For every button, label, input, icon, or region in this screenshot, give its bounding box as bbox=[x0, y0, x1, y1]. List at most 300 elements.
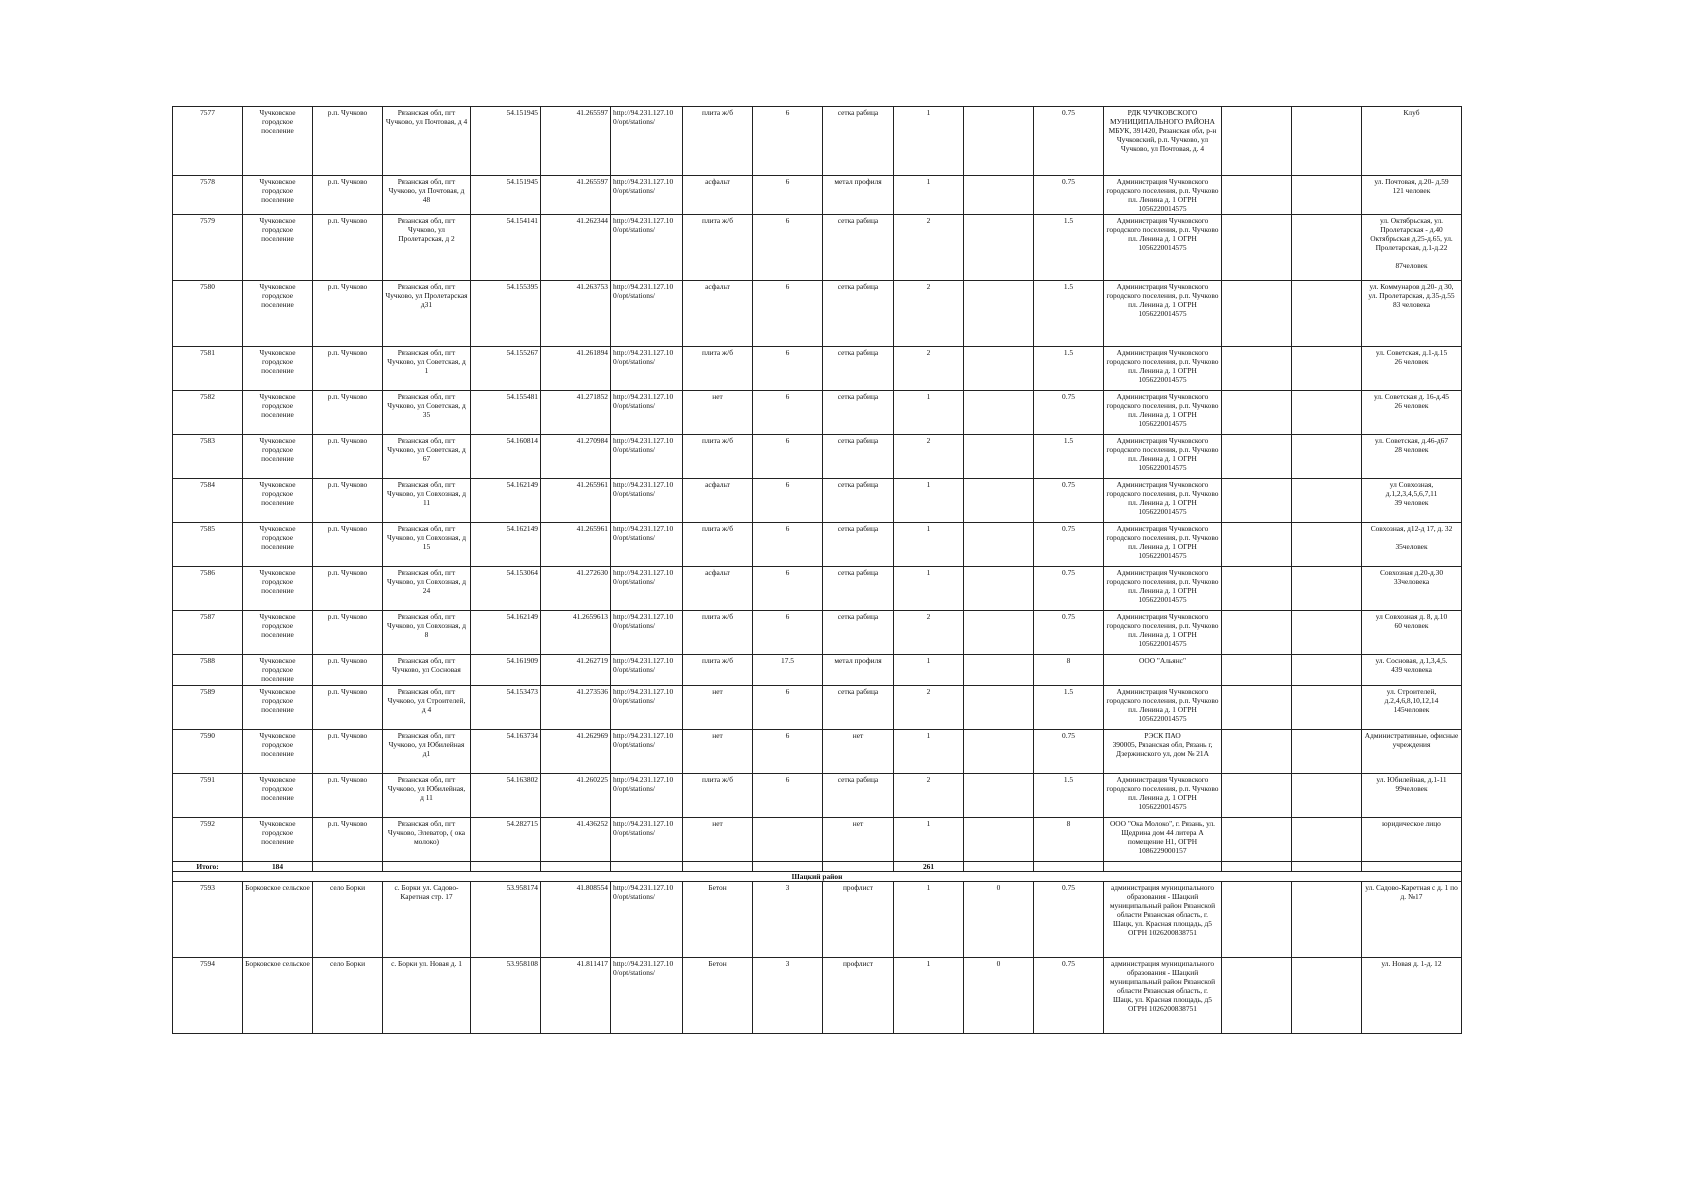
cell-locality: р.п. Чучково bbox=[313, 479, 383, 523]
cell-area: 6 bbox=[753, 774, 823, 818]
cell-fence: сетка рабица bbox=[823, 567, 894, 611]
cell-url: http://94.231.127.10 0/opt/stations/ bbox=[611, 215, 683, 281]
cell-lon: 41.272630 bbox=[541, 567, 611, 611]
table-row bbox=[173, 818, 1462, 862]
cell-id: 7587 bbox=[173, 611, 243, 655]
cell-locality: р.п. Чучково bbox=[313, 523, 383, 567]
cell-volume: 8 bbox=[1034, 818, 1104, 862]
cell-locality: р.п. Чучково bbox=[313, 215, 383, 281]
cell-locality: р.п. Чучково bbox=[313, 176, 383, 215]
registry-table bbox=[172, 106, 1462, 1034]
cell-lat: 54.155267 bbox=[471, 347, 541, 391]
cell-owner: Администрация Чучковского городского поселения, р.п. Чучково пл. Ленина д. 1 ОГРН 1056220014575 bbox=[1104, 523, 1222, 567]
table-row bbox=[173, 774, 1462, 818]
cell-volume: 0.75 bbox=[1034, 107, 1104, 176]
cell-id: 7586 bbox=[173, 567, 243, 611]
table-row bbox=[173, 958, 1462, 1034]
cell-count2 bbox=[964, 567, 1034, 611]
cell-volume: 0.75 bbox=[1034, 958, 1104, 1034]
cell-url: http://94.231.127.10 0/opt/stations/ bbox=[611, 686, 683, 730]
cell-locality: р.п. Чучково bbox=[313, 347, 383, 391]
cell-owner: Администрация Чучковского городского поселения, р.п. Чучково пл. Ленина д. 1 ОГРН 1056220014575 bbox=[1104, 479, 1222, 523]
cell-blank2 bbox=[1292, 882, 1362, 958]
cell-owner: ООО "Альянс" bbox=[1104, 655, 1222, 686]
cell-blank2 bbox=[1292, 818, 1362, 862]
table-row bbox=[173, 281, 1462, 347]
cell-area: 6 bbox=[753, 730, 823, 774]
total-row bbox=[173, 862, 1462, 872]
cell-owner: РДК ЧУЧКОВСКОГО МУНИЦИПАЛЬНОГО РАЙОНА МБУК, 391420, Рязанская обл, р-н Чучковский, р.п. Чучково, ул Чучково, ул Почтовая, д. 4 bbox=[1104, 107, 1222, 176]
cell-address: Рязанская обл, пгт Чучково, ул Совхозная, д 15 bbox=[383, 523, 471, 567]
cell-count: 1 bbox=[894, 107, 964, 176]
cell-sources: юридическое лицо bbox=[1362, 818, 1462, 862]
table-row bbox=[173, 567, 1462, 611]
cell-blank2 bbox=[1292, 281, 1362, 347]
cell-blank1 bbox=[1222, 818, 1292, 862]
cell-blank2 bbox=[1292, 435, 1362, 479]
cell-url: http://94.231.127.10 0/opt/stations/ bbox=[611, 655, 683, 686]
cell-settlement: Чучковское городское поселение bbox=[243, 655, 313, 686]
cell-lon: 41.271852 bbox=[541, 391, 611, 435]
cell-sources: ул. Советская, д.1-д.15 26 человек bbox=[1362, 347, 1462, 391]
cell-sources: ул. Садово-Каретная с д. 1 по д. №17 bbox=[1362, 882, 1462, 958]
cell-count: 1 bbox=[894, 567, 964, 611]
cell-blank1 bbox=[1222, 391, 1292, 435]
cell-address: с. Борки ул. Садово-Каретная стр. 17 bbox=[383, 882, 471, 958]
cell-lat: 54.155481 bbox=[471, 391, 541, 435]
cell-sources: ул. Октябрьская, ул. Пролетарская - д.40 Октябрьская д.25-д.65, ул. Пролетарская, д.1-д.22 87человек bbox=[1362, 215, 1462, 281]
cell-volume: 0.75 bbox=[1034, 176, 1104, 215]
table-row bbox=[173, 435, 1462, 479]
table-row bbox=[173, 107, 1462, 176]
cell-lon: 41.262969 bbox=[541, 730, 611, 774]
cell-blank2 bbox=[1292, 730, 1362, 774]
cell-url: http://94.231.127.10 0/opt/stations/ bbox=[611, 391, 683, 435]
table-row bbox=[173, 730, 1462, 774]
cell-owner: Администрация Чучковского городского поселения, р.п. Чучково пл. Ленина д. 1 ОГРН 1056220014575 bbox=[1104, 391, 1222, 435]
cell-url: http://94.231.127.10 0/opt/stations/ bbox=[611, 523, 683, 567]
cell-url: http://94.231.127.10 0/opt/stations/ bbox=[611, 347, 683, 391]
cell-blank1 bbox=[1222, 730, 1292, 774]
cell-lat: 54.163802 bbox=[471, 774, 541, 818]
cell-locality: р.п. Чучково bbox=[313, 107, 383, 176]
total-label: Итого: bbox=[173, 862, 243, 872]
cell-count: 1 bbox=[894, 730, 964, 774]
table-row bbox=[173, 882, 1462, 958]
cell-fence: сетка рабица bbox=[823, 281, 894, 347]
cell-surface: плита ж/б bbox=[683, 611, 753, 655]
cell-id: 7581 bbox=[173, 347, 243, 391]
cell-id: 7589 bbox=[173, 686, 243, 730]
cell-address: Рязанская обл, пгт Чучково, ул Совхозная, д 11 bbox=[383, 479, 471, 523]
cell-sources: Административные, офисные учреждения bbox=[1362, 730, 1462, 774]
district-title: Шацкий район bbox=[173, 872, 1462, 882]
cell-id: 7585 bbox=[173, 523, 243, 567]
cell-lat: 54.151945 bbox=[471, 176, 541, 215]
cell-blank1 bbox=[1222, 523, 1292, 567]
cell-lon: 41.273536 bbox=[541, 686, 611, 730]
cell-address: Рязанская обл, пгт Чучково, Элеватор, ( ока молоко) bbox=[383, 818, 471, 862]
cell-blank1 bbox=[1222, 774, 1292, 818]
cell-sources: ул. Коммунаров д.20- д 30, ул. Пролетарская, д.35-д.55 83 человека bbox=[1362, 281, 1462, 347]
cell-settlement: Чучковское городское поселение bbox=[243, 523, 313, 567]
cell-count: 1 bbox=[894, 818, 964, 862]
cell-count2 bbox=[964, 686, 1034, 730]
cell-surface: плита ж/б bbox=[683, 774, 753, 818]
cell-locality: р.п. Чучково bbox=[313, 567, 383, 611]
cell-address: с. Борки ул. Новая д. 1 bbox=[383, 958, 471, 1034]
cell-volume: 1.5 bbox=[1034, 686, 1104, 730]
cell-url: http://94.231.127.10 0/opt/stations/ bbox=[611, 281, 683, 347]
cell-count: 1 bbox=[894, 391, 964, 435]
cell-volume: 1.5 bbox=[1034, 347, 1104, 391]
cell-lat: 54.160814 bbox=[471, 435, 541, 479]
cell-sources: ул. Советская, д.46-д67 28 человек bbox=[1362, 435, 1462, 479]
cell-count: 2 bbox=[894, 435, 964, 479]
cell-area: 6 bbox=[753, 391, 823, 435]
table-row bbox=[173, 176, 1462, 215]
cell-locality: р.п. Чучково bbox=[313, 281, 383, 347]
cell-address: Рязанская обл, пгт Чучково, ул Советская, д 67 bbox=[383, 435, 471, 479]
cell-count2 bbox=[964, 730, 1034, 774]
cell-url: http://94.231.127.10 0/opt/stations/ bbox=[611, 611, 683, 655]
cell-id: 7591 bbox=[173, 774, 243, 818]
cell-fence: сетка рабица bbox=[823, 107, 894, 176]
cell-settlement: Чучковское городское поселение bbox=[243, 107, 313, 176]
cell-count: 1 bbox=[894, 479, 964, 523]
cell-blank1 bbox=[1222, 215, 1292, 281]
cell-settlement: Чучковское городское поселение bbox=[243, 567, 313, 611]
cell-sources: ул Совхозная, д.1,2,3,4,5,6,7,11 39 человек bbox=[1362, 479, 1462, 523]
cell-sources: Совхозная, д12-д 17, д. 32 35человек bbox=[1362, 523, 1462, 567]
cell-id: 7580 bbox=[173, 281, 243, 347]
cell-lon: 41.265961 bbox=[541, 523, 611, 567]
cell-count: 2 bbox=[894, 281, 964, 347]
cell-settlement: Чучковское городское поселение bbox=[243, 611, 313, 655]
cell-surface: плита ж/б bbox=[683, 107, 753, 176]
cell-settlement: Чучковское городское поселение bbox=[243, 347, 313, 391]
cell-count: 1 bbox=[894, 655, 964, 686]
cell-blank2 bbox=[1292, 655, 1362, 686]
cell-owner: Администрация Чучковского городского поселения, р.п. Чучково пл. Ленина д. 1 ОГРН 1056220014575 bbox=[1104, 435, 1222, 479]
cell-area: 6 bbox=[753, 176, 823, 215]
cell-blank1 bbox=[1222, 686, 1292, 730]
cell-blank1 bbox=[1222, 567, 1292, 611]
table-row bbox=[173, 611, 1462, 655]
cell-lat: 54.153473 bbox=[471, 686, 541, 730]
cell-count2 bbox=[964, 107, 1034, 176]
cell-count2 bbox=[964, 281, 1034, 347]
cell-area: 6 bbox=[753, 567, 823, 611]
cell-volume: 0.75 bbox=[1034, 391, 1104, 435]
cell-locality: село Борки bbox=[313, 958, 383, 1034]
cell-lon: 41.270984 bbox=[541, 435, 611, 479]
cell-count: 2 bbox=[894, 611, 964, 655]
cell-blank2 bbox=[1292, 774, 1362, 818]
cell-settlement: Чучковское городское поселение bbox=[243, 774, 313, 818]
cell-fence: сетка рабица bbox=[823, 435, 894, 479]
cell-url: http://94.231.127.10 0/opt/stations/ bbox=[611, 774, 683, 818]
cell-count2 bbox=[964, 479, 1034, 523]
cell-fence: метал профиля bbox=[823, 176, 894, 215]
cell-volume: 1.5 bbox=[1034, 774, 1104, 818]
cell-locality: р.п. Чучково bbox=[313, 435, 383, 479]
cell-url: http://94.231.127.10 0/opt/stations/ bbox=[611, 958, 683, 1034]
cell-lat: 54.155395 bbox=[471, 281, 541, 347]
shatsk-rows bbox=[173, 882, 1462, 1034]
cell-area: 6 bbox=[753, 107, 823, 176]
total-containers: 261 bbox=[894, 862, 964, 872]
cell-lat: 54.162149 bbox=[471, 523, 541, 567]
cell-count2 bbox=[964, 611, 1034, 655]
cell-sources: ул. Строителей, д.2,4,6,8,10,12,14 145человек bbox=[1362, 686, 1462, 730]
cell-area: 6 bbox=[753, 479, 823, 523]
cell-id: 7592 bbox=[173, 818, 243, 862]
cell-area bbox=[753, 818, 823, 862]
cell-address: Рязанская обл, пгт Чучково, ул Советская, д 35 bbox=[383, 391, 471, 435]
cell-lat: 54.162149 bbox=[471, 479, 541, 523]
cell-address: Рязанская обл, пгт Чучково, ул Почтовая, д 48 bbox=[383, 176, 471, 215]
cell-count: 1 bbox=[894, 882, 964, 958]
cell-address: Рязанская обл, пгт Чучково, ул Юбилейная, д 11 bbox=[383, 774, 471, 818]
cell-settlement: Борковское сельское bbox=[243, 958, 313, 1034]
cell-count2 bbox=[964, 523, 1034, 567]
cell-fence: профлист bbox=[823, 882, 894, 958]
cell-surface: плита ж/б bbox=[683, 435, 753, 479]
cell-volume: 1.5 bbox=[1034, 281, 1104, 347]
cell-url: http://94.231.127.10 0/opt/stations/ bbox=[611, 435, 683, 479]
cell-sources: Совхозная д.20-д.30 33человека bbox=[1362, 567, 1462, 611]
cell-count: 2 bbox=[894, 215, 964, 281]
cell-area: 17.5 bbox=[753, 655, 823, 686]
cell-owner: ООО "Ока Молоко", г. Рязань, ул. Щедрина дом 44 литера А помещение Н1, ОГРН 1086229000157 bbox=[1104, 818, 1222, 862]
cell-owner: администрация муниципального образования - Шацкий муниципальный район Рязанской области Рязанская область, г. Шацк, ул. Красная площадь, д5 ОГРН 1026200838751 bbox=[1104, 882, 1222, 958]
cell-owner: Администрация Чучковского городского поселения, р.п. Чучково пл. Ленина д. 1 ОГРН 1056220014575 bbox=[1104, 347, 1222, 391]
cell-count2: 0 bbox=[964, 882, 1034, 958]
cell-blank2 bbox=[1292, 107, 1362, 176]
cell-blank2 bbox=[1292, 686, 1362, 730]
cell-count2 bbox=[964, 655, 1034, 686]
cell-blank2 bbox=[1292, 391, 1362, 435]
cell-blank1 bbox=[1222, 655, 1292, 686]
cell-owner: Администрация Чучковского городского поселения, р.п. Чучково пл. Ленина д. 1 ОГРН 1056220014575 bbox=[1104, 686, 1222, 730]
cell-owner: администрация муниципального образования - Шацкий муниципальный район Рязанской области Рязанская область, г. Шацк, ул. Красная площадь, д5 ОГРН 1026200838751 bbox=[1104, 958, 1222, 1034]
cell-locality: р.п. Чучково bbox=[313, 730, 383, 774]
cell-area: 6 bbox=[753, 215, 823, 281]
cell-area: 6 bbox=[753, 435, 823, 479]
cell-count2 bbox=[964, 818, 1034, 862]
cell-count: 2 bbox=[894, 347, 964, 391]
cell-lat: 54.161909 bbox=[471, 655, 541, 686]
cell-id: 7588 bbox=[173, 655, 243, 686]
cell-volume: 0.75 bbox=[1034, 479, 1104, 523]
cell-blank2 bbox=[1292, 958, 1362, 1034]
cell-locality: село Борки bbox=[313, 882, 383, 958]
cell-surface: нет bbox=[683, 391, 753, 435]
cell-settlement: Чучковское городское поселение bbox=[243, 730, 313, 774]
cell-settlement: Чучковское городское поселение bbox=[243, 391, 313, 435]
cell-area: 6 bbox=[753, 281, 823, 347]
cell-id: 7590 bbox=[173, 730, 243, 774]
cell-count2 bbox=[964, 774, 1034, 818]
cell-id: 7584 bbox=[173, 479, 243, 523]
cell-sources: ул. Новая д. 1-д. 12 bbox=[1362, 958, 1462, 1034]
cell-count: 1 bbox=[894, 958, 964, 1034]
cell-count2: 0 bbox=[964, 958, 1034, 1034]
cell-lon: 41.261894 bbox=[541, 347, 611, 391]
cell-locality: р.п. Чучково bbox=[313, 655, 383, 686]
chuchkovo-rows bbox=[173, 107, 1462, 862]
cell-locality: р.п. Чучково bbox=[313, 774, 383, 818]
cell-blank2 bbox=[1292, 176, 1362, 215]
cell-area: 3 bbox=[753, 882, 823, 958]
cell-area: 6 bbox=[753, 686, 823, 730]
cell-lat: 54.282715 bbox=[471, 818, 541, 862]
cell-count2 bbox=[964, 435, 1034, 479]
cell-blank1 bbox=[1222, 281, 1292, 347]
table-row bbox=[173, 347, 1462, 391]
cell-settlement: Чучковское городское поселение bbox=[243, 281, 313, 347]
cell-address: Рязанская обл, пгт Чучково, ул Юбилейная д1 bbox=[383, 730, 471, 774]
cell-id: 7577 bbox=[173, 107, 243, 176]
district-header-row bbox=[173, 872, 1462, 882]
cell-surface: асфальт bbox=[683, 479, 753, 523]
cell-fence: сетка рабица bbox=[823, 479, 894, 523]
cell-count: 2 bbox=[894, 686, 964, 730]
cell-locality: р.п. Чучково bbox=[313, 686, 383, 730]
cell-lon: 41.811417 bbox=[541, 958, 611, 1034]
cell-id: 7582 bbox=[173, 391, 243, 435]
cell-owner: Администрация Чучковского городского поселения, р.п. Чучково пл. Ленина д. 1 ОГРН 1056220014575 bbox=[1104, 281, 1222, 347]
cell-id: 7593 bbox=[173, 882, 243, 958]
cell-count2 bbox=[964, 215, 1034, 281]
table-row bbox=[173, 391, 1462, 435]
cell-url: http://94.231.127.10 0/opt/stations/ bbox=[611, 107, 683, 176]
cell-address: Рязанская обл, пгт Чучково, ул Пролетарская, д 2 bbox=[383, 215, 471, 281]
cell-lon: 41.263753 bbox=[541, 281, 611, 347]
cell-address: Рязанская обл, пгт Чучково, ул Совхозная, д 24 bbox=[383, 567, 471, 611]
cell-lon: 41.2659613 bbox=[541, 611, 611, 655]
cell-blank1 bbox=[1222, 882, 1292, 958]
cell-url: http://94.231.127.10 0/opt/stations/ bbox=[611, 176, 683, 215]
cell-blank2 bbox=[1292, 523, 1362, 567]
cell-fence: сетка рабица bbox=[823, 391, 894, 435]
cell-area: 3 bbox=[753, 958, 823, 1034]
cell-fence: сетка рабица bbox=[823, 523, 894, 567]
cell-fence: сетка рабица bbox=[823, 774, 894, 818]
cell-blank1 bbox=[1222, 176, 1292, 215]
cell-settlement: Чучковское городское поселение bbox=[243, 818, 313, 862]
cell-lat: 54.154141 bbox=[471, 215, 541, 281]
cell-area: 6 bbox=[753, 611, 823, 655]
cell-volume: 0.75 bbox=[1034, 567, 1104, 611]
cell-fence: сетка рабица bbox=[823, 215, 894, 281]
cell-lon: 41.436252 bbox=[541, 818, 611, 862]
cell-fence: профлист bbox=[823, 958, 894, 1034]
cell-volume: 1.5 bbox=[1034, 215, 1104, 281]
cell-id: 7594 bbox=[173, 958, 243, 1034]
cell-settlement: Чучковское городское поселение bbox=[243, 686, 313, 730]
cell-surface: нет bbox=[683, 730, 753, 774]
cell-address: Рязанская обл, пгт Чучково, ул Сосновая bbox=[383, 655, 471, 686]
cell-settlement: Чучковское городское поселение bbox=[243, 176, 313, 215]
cell-surface: нет bbox=[683, 686, 753, 730]
cell-locality: р.п. Чучково bbox=[313, 391, 383, 435]
cell-owner: Администрация Чучковского городского поселения, р.п. Чучково пл. Ленина д. 1 ОГРН 1056220014575 bbox=[1104, 215, 1222, 281]
cell-id: 7579 bbox=[173, 215, 243, 281]
cell-locality: р.п. Чучково bbox=[313, 818, 383, 862]
cell-sources: ул Совхозная д. 8, д.10 60 человек bbox=[1362, 611, 1462, 655]
cell-area: 6 bbox=[753, 523, 823, 567]
cell-owner: Администрация Чучковского городского поселения, р.п. Чучково пл. Ленина д. 1 ОГРН 1056220014575 bbox=[1104, 611, 1222, 655]
cell-surface: плита ж/б bbox=[683, 215, 753, 281]
cell-surface: асфальт bbox=[683, 567, 753, 611]
cell-sources: Клуб bbox=[1362, 107, 1462, 176]
cell-blank1 bbox=[1222, 347, 1292, 391]
cell-id: 7583 bbox=[173, 435, 243, 479]
cell-fence: сетка рабица bbox=[823, 686, 894, 730]
cell-id: 7578 bbox=[173, 176, 243, 215]
cell-count2 bbox=[964, 391, 1034, 435]
table-row bbox=[173, 686, 1462, 730]
cell-owner: Администрация Чучковского городского поселения, р.п. Чучково пл. Ленина д. 1 ОГРН 1056220014575 bbox=[1104, 176, 1222, 215]
cell-url: http://94.231.127.10 0/opt/stations/ bbox=[611, 479, 683, 523]
cell-settlement: Чучковское городское поселение bbox=[243, 479, 313, 523]
cell-count2 bbox=[964, 176, 1034, 215]
cell-surface: плита ж/б bbox=[683, 347, 753, 391]
cell-blank1 bbox=[1222, 479, 1292, 523]
cell-fence: нет bbox=[823, 730, 894, 774]
cell-surface: Бетон bbox=[683, 882, 753, 958]
cell-url: http://94.231.127.10 0/opt/stations/ bbox=[611, 882, 683, 958]
cell-surface: нет bbox=[683, 818, 753, 862]
cell-address: Рязанская обл, пгт Чучково, ул Почтовая, д 4 bbox=[383, 107, 471, 176]
total-sites: 184 bbox=[243, 862, 313, 872]
table-row bbox=[173, 479, 1462, 523]
cell-lon: 41.260225 bbox=[541, 774, 611, 818]
cell-fence: метал профиля bbox=[823, 655, 894, 686]
cell-address: Рязанская обл, пгт Чучково, ул Строителей, д 4 bbox=[383, 686, 471, 730]
cell-lat: 53.958174 bbox=[471, 882, 541, 958]
cell-owner: Администрация Чучковского городского поселения, р.п. Чучково пл. Ленина д. 1 ОГРН 1056220014575 bbox=[1104, 567, 1222, 611]
table-row bbox=[173, 523, 1462, 567]
cell-fence: сетка рабица bbox=[823, 347, 894, 391]
cell-surface: асфальт bbox=[683, 281, 753, 347]
cell-blank1 bbox=[1222, 435, 1292, 479]
cell-address: Рязанская обл, пгт Чучково, ул Пролетарская д31 bbox=[383, 281, 471, 347]
cell-volume: 0.75 bbox=[1034, 730, 1104, 774]
cell-blank2 bbox=[1292, 215, 1362, 281]
cell-lat: 54.163734 bbox=[471, 730, 541, 774]
cell-count: 2 bbox=[894, 774, 964, 818]
cell-count: 1 bbox=[894, 523, 964, 567]
cell-blank2 bbox=[1292, 567, 1362, 611]
cell-volume: 0.75 bbox=[1034, 882, 1104, 958]
cell-surface: плита ж/б bbox=[683, 523, 753, 567]
cell-blank2 bbox=[1292, 479, 1362, 523]
cell-count2 bbox=[964, 347, 1034, 391]
cell-blank1 bbox=[1222, 958, 1292, 1034]
cell-volume: 8 bbox=[1034, 655, 1104, 686]
cell-address: Рязанская обл, пгт Чучково, ул Советская, д 1 bbox=[383, 347, 471, 391]
cell-lon: 41.265961 bbox=[541, 479, 611, 523]
cell-volume: 1.5 bbox=[1034, 435, 1104, 479]
cell-surface: Бетон bbox=[683, 958, 753, 1034]
cell-volume: 0.75 bbox=[1034, 611, 1104, 655]
cell-lat: 54.162149 bbox=[471, 611, 541, 655]
cell-owner: Администрация Чучковского городского поселения, р.п. Чучково пл. Ленина д. 1 ОГРН 1056220014575 bbox=[1104, 774, 1222, 818]
cell-lat: 53.958108 bbox=[471, 958, 541, 1034]
